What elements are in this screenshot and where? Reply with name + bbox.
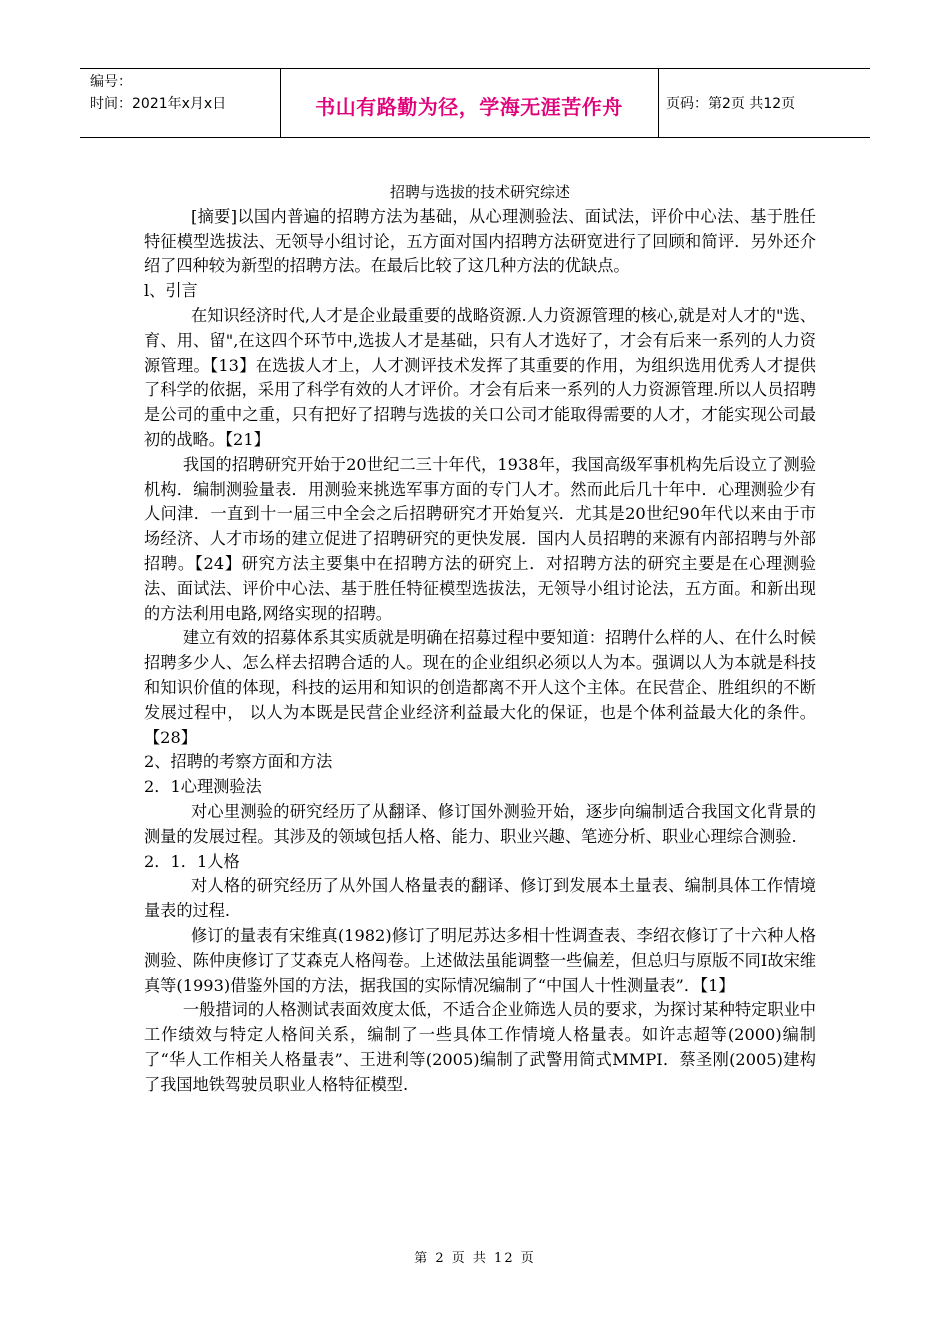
body-paragraph: 一般措词的人格测试表面效度太低，不适合企业筛选人员的要求，为探讨某种特定职业中工作绩效与特定人格间关系，编制了一些具体工作情境人格量表。如许志超等(2000)编制了“华人工作相关人格量表”、王进利等(2005)编制了武警用简式MMPI．蔡圣刚(2005)建构了我国地铁驾驶员职业人格特征模型. — [144, 1000, 816, 1094]
document-time-label: 时间：2021年x月x日 — [90, 96, 227, 112]
section-heading: l、引言 — [144, 281, 198, 301]
header-meta — [90, 71, 280, 115]
document-body — [144, 180, 816, 1097]
page-footer: 第 2 页 共 12 页 — [414, 1251, 536, 1266]
body-paragraph: 我国的招聘研究开始于20世纪二三十年代，1938年，我国高级军事机构先后设立了测验机构．编制测验量表．用测验来挑选军事方面的专门人才。然而此后几十年中．心理测验少有人问津．一直到十一届三中全会之后招聘研究才开始复兴．尤其是20世纪90年代以来由于市场经济、人才市场的建立促进了招聘研究的更快发展．国内人员招聘的来源有内部招聘与外部招聘。【24】研究方法主要集中在招聘方法的研究上．对招聘方法的研究主要是在心理测验法、面试法、评价中心法、基于胜任特征模型选拔法，无领导小组讨论法，五方面。和新出现的方法利用电路,网络实现的招聘。 — [144, 454, 816, 623]
body-paragraph: 对心里测验的研究经历了从翻译、修订国外测验开始，逐步向编制适合我国文化背景的测量的发展过程。其涉及的领域包括人格、能力、职业兴趣、笔迹分析、职业心理综合测验. — [144, 801, 816, 846]
header-motto: 书山有路勤为径，学海无涯苦作舟 — [315, 95, 623, 119]
body-paragraph: 对人格的研究经历了从外国人格量表的翻译、修订到发展本土量表、编制具体工作情境量表的过程. — [144, 876, 816, 921]
subsection-heading: 2．1心理测验法 — [144, 777, 262, 797]
body-paragraph: 建立有效的招募体系其实质就是明确在招募过程中要知道：招聘什么样的人、在什么时候招聘多少人、怎么样去招聘合适的人。现在的企业组织必须以人为本。强调以人为本就是科技和知识价值的体现，科技的运用和知识的创造都离不开人这个主体。在民营企、胜组织的不断发展过程中， 以人为本既是民营企业经济利益最大化的保证，也是个体利益最大化的条件。【28】 — [144, 628, 816, 747]
section-heading: 2、招聘的考察方面和方法 — [144, 752, 333, 772]
document-number-label: 编号： — [90, 74, 132, 90]
subsection-heading: 2．1．1人格 — [144, 851, 240, 871]
body-paragraph: 在知识经济时代,人才是企业最重要的战略资源.人力资源管理的核心,就是对人才的"选、育、用、留",在这四个环节中,选拔人才是基础，只有人才选好了，才会有后来一系列的人力资源管理。【13】在选拔人才上，人才测评技术发挥了其重要的作用，为组织选用优秀人才提供了科学的依据，采用了科学有效的人才评价。才会有后来一系列的人力资源管理.所以人员招聘是公司的重中之重，只有把好了招聘与选拔的关口公司才能取得需要的人才，才能实现公司最初的战略。【21】 — [144, 305, 816, 449]
document-title: 招聘与选拔的技术研究综述 — [389, 183, 570, 201]
abstract-paragraph: [摘要]以国内普遍的招聘方法为基础，从心理测验法、面试法，评价中心法、基于胜任特征模型选拔法、无领导小组讨论，五方面对国内招聘方法研宽进行了回顾和简评．另外还介绍了四种较为新型的招聘方法。在最后比较了这几种方法的优缺点。 — [144, 206, 816, 276]
body-paragraph: 修订的量表有宋维真(1982)修订了明尼苏达多相十性调查表、李绍衣修订了十六种人格测验、陈仲庚修订了艾森克人格闯卷。上述做法虽能调整一些偏差，但总归与原版不同I故宋维真等(1993)借鉴外国的方法，据我国的实际情况编制了“中国人十性测量表”．【1】 — [144, 925, 816, 995]
header-page-info: 页码：第2页 共12页 — [666, 96, 796, 112]
page-header — [80, 68, 870, 138]
header-divider — [658, 69, 659, 137]
